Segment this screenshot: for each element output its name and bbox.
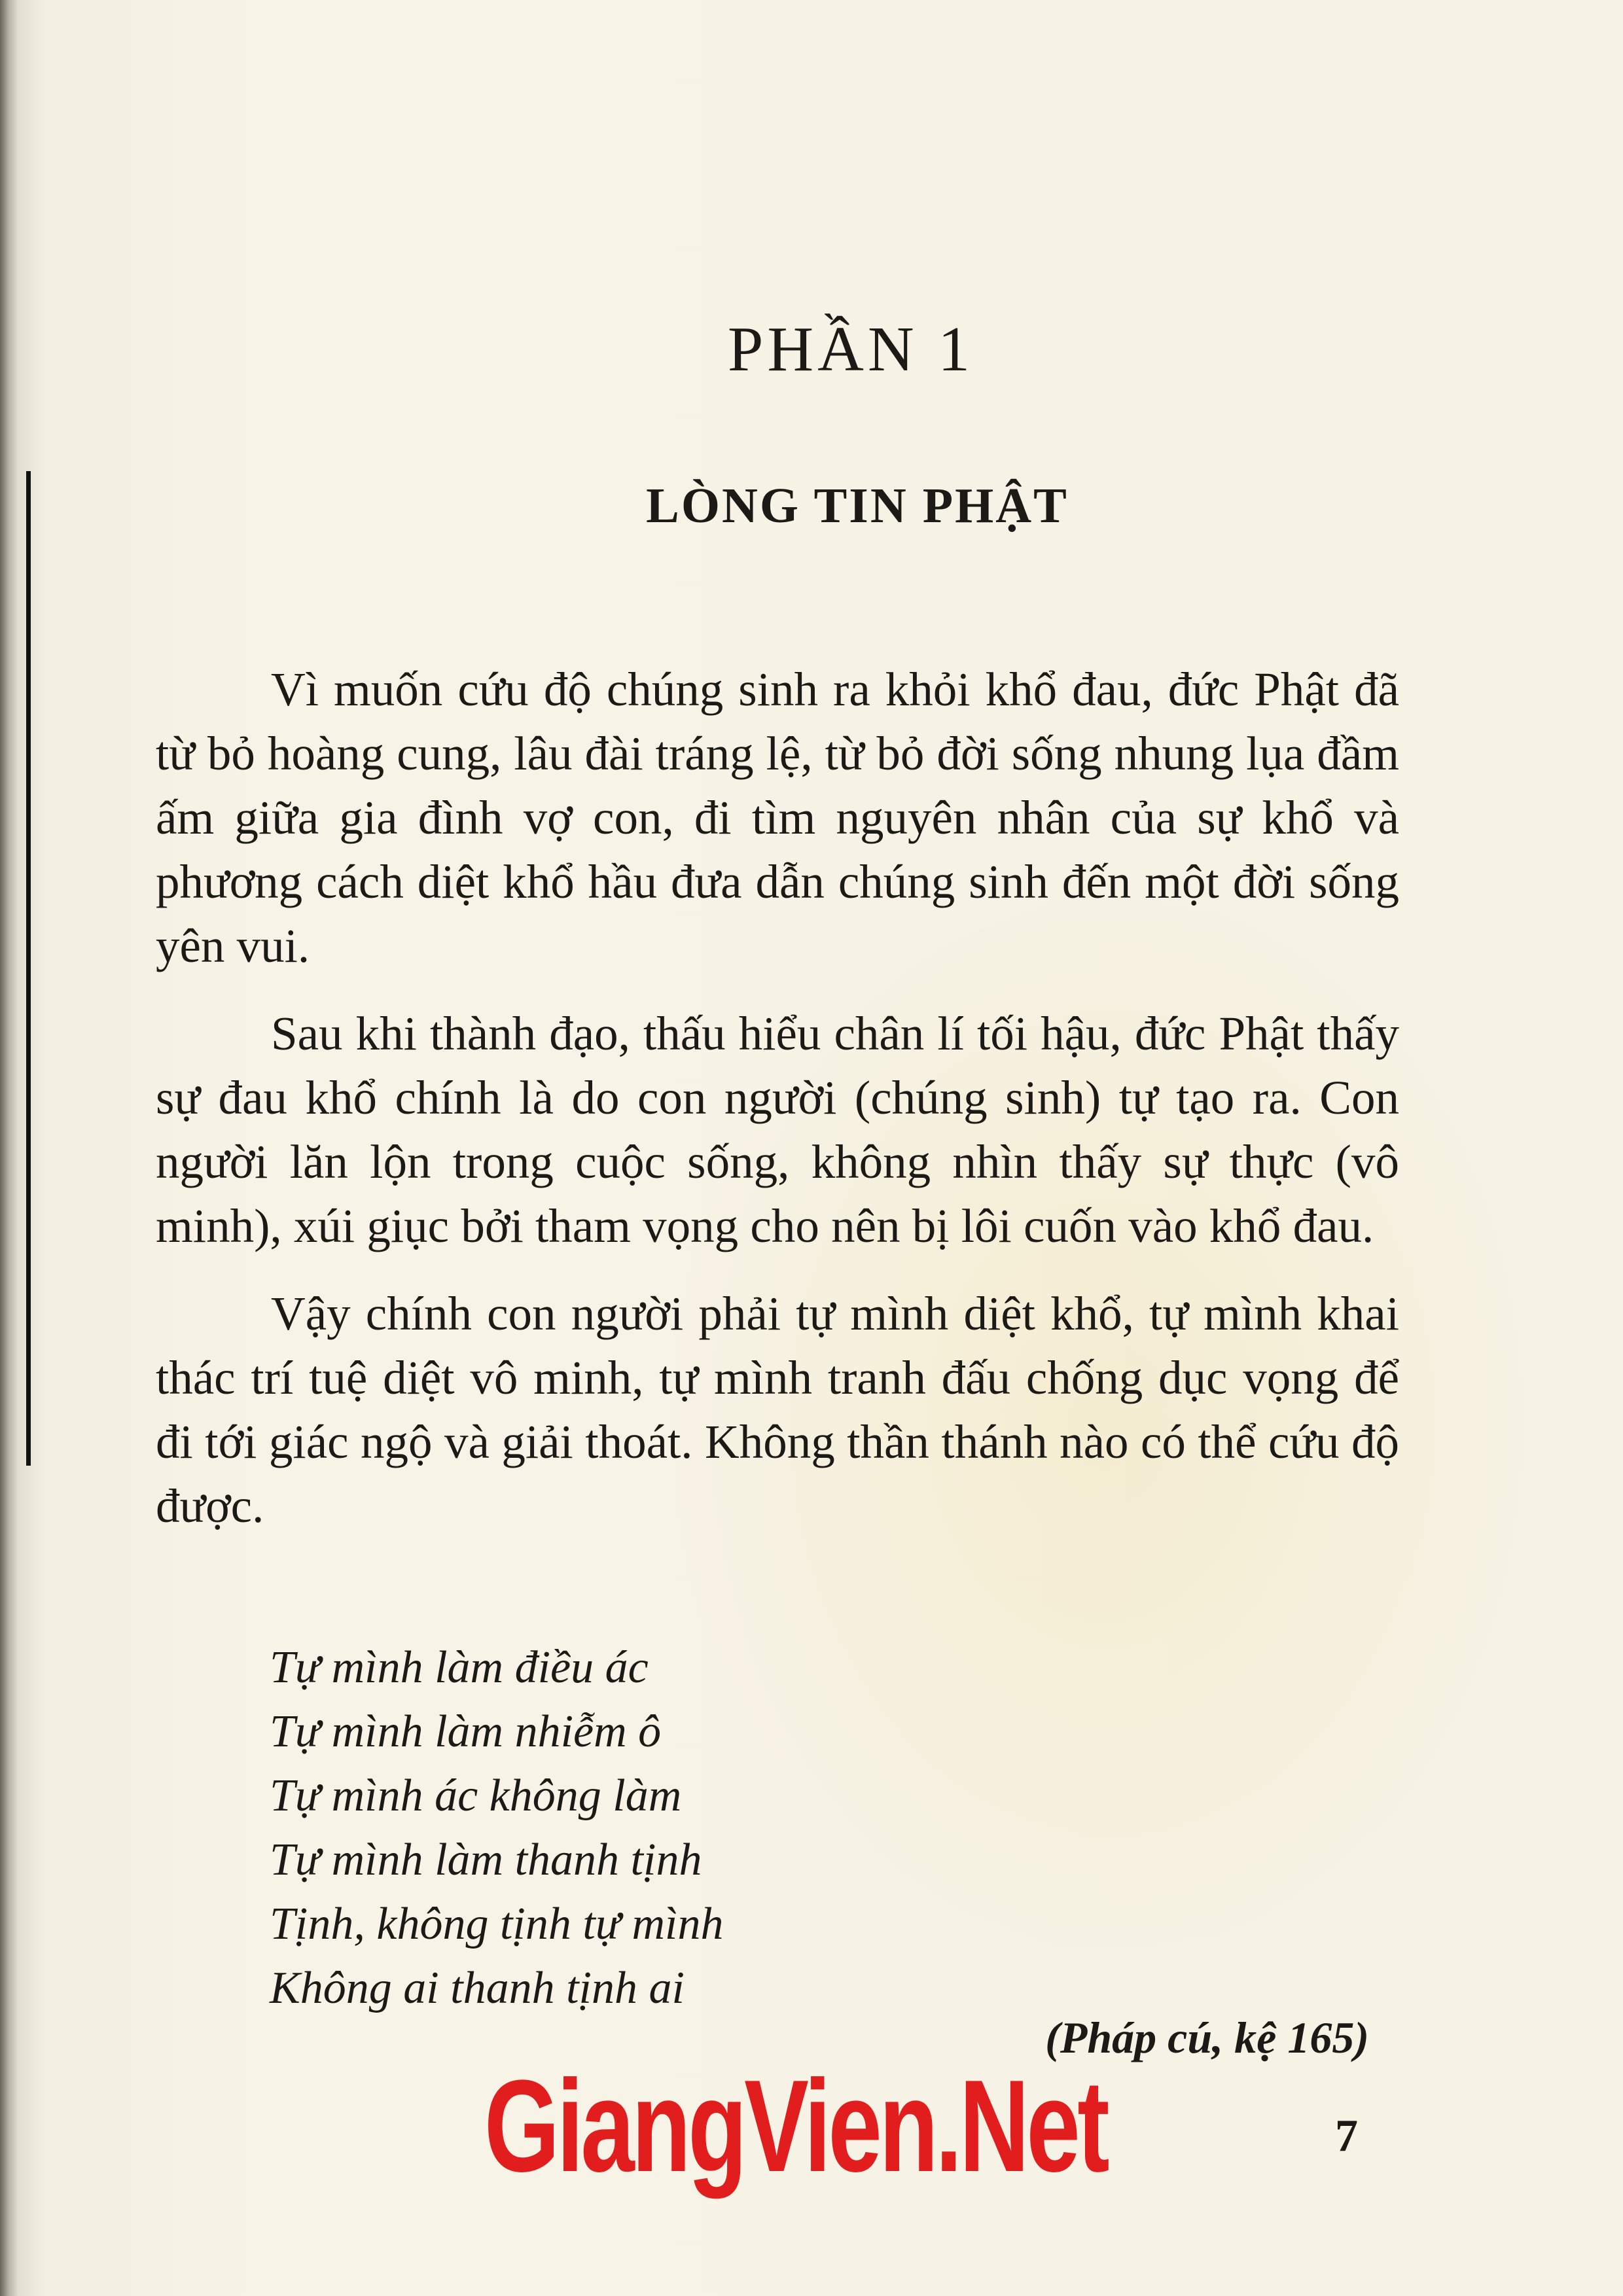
paragraph: Vậy chính con người phải tự mình diệt khổ, tự mình khai thác trí tuệ diệt vô minh, tự mình tranh đấu chống dục vọng để đi tới giác ngộ và giải thoát. Không thần thánh nào có thể cứu độ được. (156, 1287, 1399, 1532)
verse-block (270, 1636, 1251, 2021)
page-edge-mark (26, 471, 31, 1466)
verse-citation: (Pháp cú, kệ 165) (1045, 2013, 1369, 2062)
verse-line: Tự mình làm thanh tịnh (270, 1835, 702, 1885)
part-title: PHẦN 1 (727, 314, 974, 385)
verse-line: Tự mình làm điều ác (270, 1642, 649, 1693)
verse-line: Không ai thanh tịnh ai (270, 1963, 685, 2013)
paragraph: Vì muốn cứu độ chúng sinh ra khỏi khổ đau, đức Phật đã từ bỏ hoàng cung, lâu đài tráng lệ, từ bỏ đời sống nhung lụa đầm ấm giữa gia đình vợ con, đi tìm nguyên nhân của sự khổ và phương cách diệt khổ hầu đưa dẫn chúng sinh đến một đời sống yên vui. (156, 663, 1399, 972)
chapter-title: LÒNG TIN PHẬT (646, 478, 1069, 533)
watermark-logo: GiangVien.Net (484, 2053, 1107, 2199)
paragraph: Sau khi thành đạo, thấu hiểu chân lí tối hậu, đức Phật thấy sự đau khổ chính là do con người (chúng sinh) tự tạo ra. Con người lăn lộn trong cuộc sống, không nhìn thấy sự thực (vô minh), xúi giục bởi tham vọng cho nên bị lôi cuốn vào khổ đau. (156, 1007, 1399, 1252)
verse-line: Tự mình làm nhiễm ô (270, 1706, 662, 1757)
body-text (156, 658, 1399, 1562)
page-number: 7 (1335, 2111, 1358, 2161)
verse-line: Tự mình ác không làm (270, 1771, 682, 1821)
verse-line: Tịnh, không tịnh tự mình (270, 1899, 724, 1949)
